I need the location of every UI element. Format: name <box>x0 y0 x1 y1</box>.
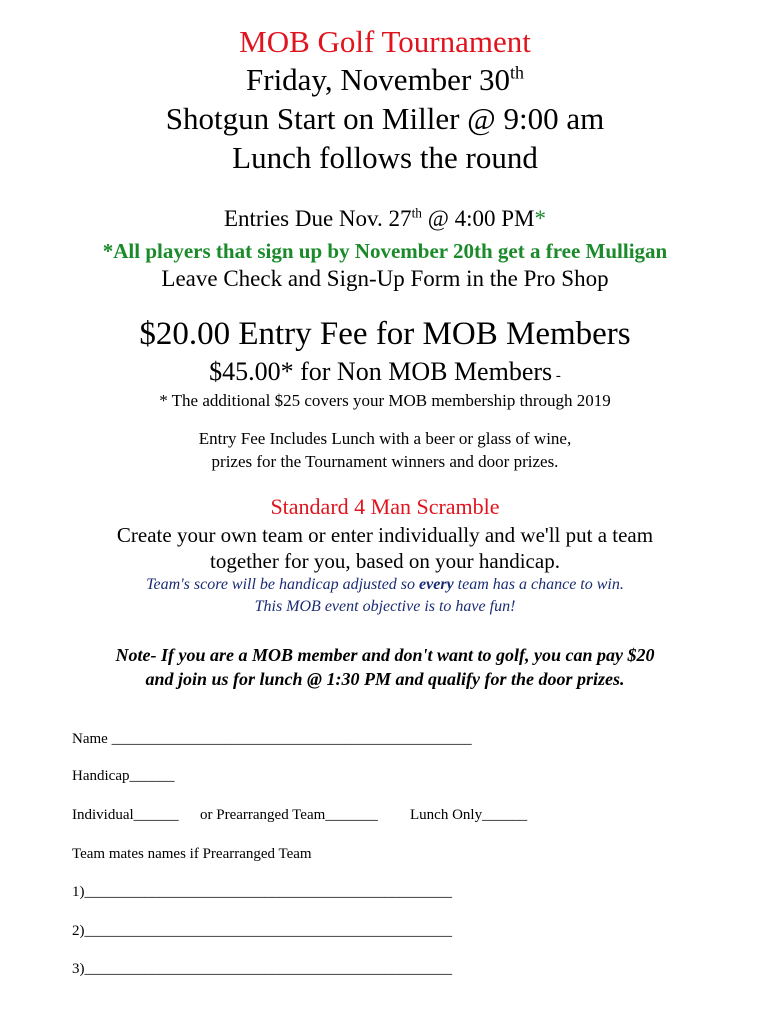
handicap-note-pre: Team's score will be handicap adjusted so <box>146 576 420 593</box>
lunch-only-field[interactable]: Lunch Only______ <box>410 807 528 823</box>
handicap-note-every: every <box>419 576 454 593</box>
teammates-label: Team mates names if Prearranged Team <box>72 846 312 862</box>
handicap-note <box>0 576 770 594</box>
nonmember-fee-text: $45.00* for Non MOB Members <box>209 357 553 386</box>
teammate-3-field[interactable]: 3)_________________________________________________ <box>72 961 452 977</box>
entries-due-suffix: th <box>411 205 422 221</box>
member-fee: $20.00 Entry Fee for MOB Members <box>139 316 631 352</box>
fee-includes-2: prizes for the Tournament winners and door prizes. <box>211 452 559 471</box>
mulligan-note: *All players that sign up by November 20th get a free Mulligan <box>102 239 668 263</box>
lunch-only-note-2: and join us for lunch @ 1:30 PM and qualify for the door prizes. <box>145 669 625 689</box>
prearranged-team-field[interactable]: or Prearranged Team_______ <box>200 807 378 823</box>
individual-field[interactable]: Individual______ <box>72 807 179 823</box>
format-line-2: together for you, based on your handicap. <box>210 549 560 573</box>
lunch-only-note-1: Note- If you are a MOB member and don't want to golf, you can pay $20 <box>115 645 655 665</box>
entries-due-time: @ 4:00 PM <box>421 206 535 231</box>
nonmember-fee-dash: - <box>552 368 561 384</box>
leave-form-note: Leave Check and Sign-Up Form in the Pro Shop <box>161 266 609 291</box>
handicap-field[interactable]: Handicap______ <box>72 768 175 784</box>
nonmember-fee <box>0 357 770 387</box>
format-line-1: Create your own team or enter individually and we'll put a team <box>116 523 654 547</box>
teammate-1-field[interactable]: 1)_________________________________________________ <box>72 884 452 900</box>
entries-due <box>0 206 770 232</box>
event-objective: This MOB event objective is to have fun! <box>254 598 516 615</box>
teammate-2-field[interactable]: 2)_________________________________________________ <box>72 923 452 939</box>
entries-due-star: * <box>534 206 547 231</box>
start-info: Shotgun Start on Miller @ 9:00 am <box>165 101 605 136</box>
handicap-note-post: team has a chance to win. <box>453 576 624 593</box>
name-field[interactable]: Name ________________________________________________ <box>72 731 472 747</box>
date-suffix: th <box>510 62 524 83</box>
date-text: Friday, November 30 <box>246 62 511 97</box>
format-title: Standard 4 Man Scramble <box>270 494 500 519</box>
entries-due-text: Entries Due Nov. 27 <box>223 206 412 231</box>
lunch-info: Lunch follows the round <box>232 140 538 175</box>
fee-includes-1: Entry Fee Includes Lunch with a beer or glass of wine, <box>198 429 572 448</box>
membership-note: * The additional $25 covers your MOB membership through 2019 <box>159 391 611 410</box>
tournament-title: MOB Golf Tournament <box>239 24 531 59</box>
tournament-date <box>0 62 770 98</box>
